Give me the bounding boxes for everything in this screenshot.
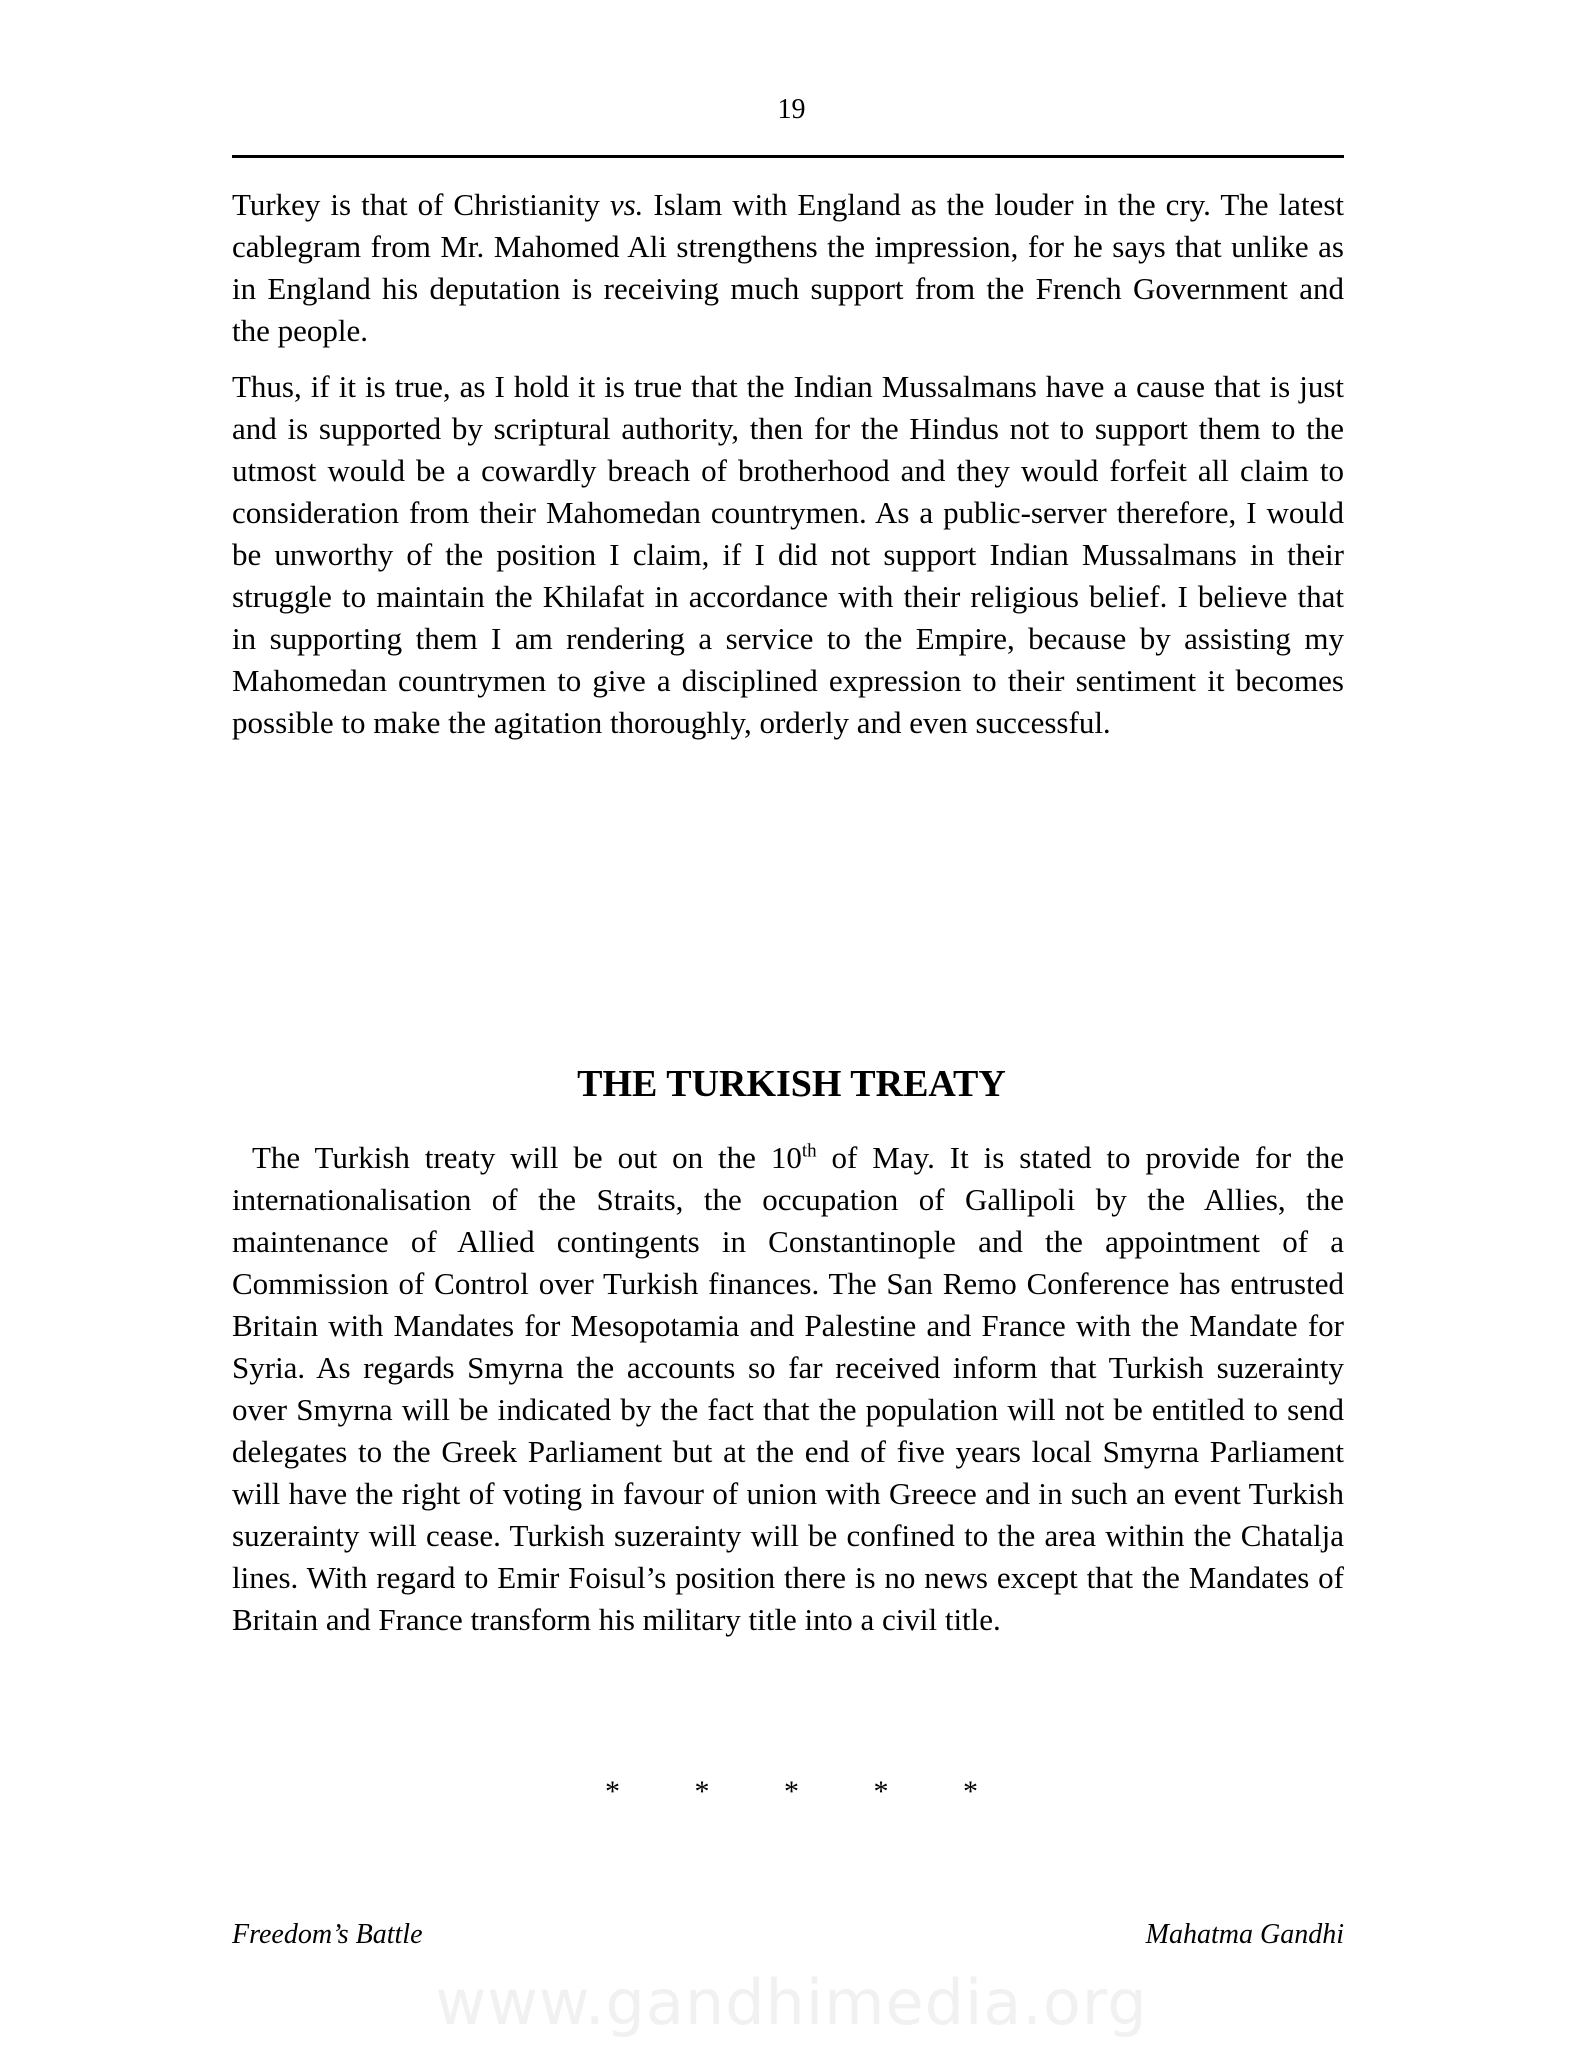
article-continuation [232,184,1344,758]
section-divider [0,1772,1583,1812]
divider-star: * [784,1775,799,1808]
section-title: THE TURKISH TREATY [577,1062,1006,1105]
book-title: Freedom’s Battle [232,1919,423,1950]
author-name: Mahatma Gandhi [1145,1919,1344,1950]
divider-star: * [605,1775,620,1808]
paragraph-treaty [232,1137,1344,1641]
header-rule [232,155,1344,158]
divider-star: * [694,1775,710,1808]
turkish-treaty-article [232,1137,1344,1655]
paragraph-turkey-end: Islam with England as the louder in the cry. The latest cablegram from Mr. Mahomed Ali strengthens the impression, for he says that unlike as in England his deputation is receiving much support from the French Government and the people. [232,187,1344,348]
page-number: 19 [777,94,806,125]
paragraph-turkey-start: Turkey is that of Christianity [232,187,610,222]
divider-star: * [873,1775,889,1808]
date-ordinal: th [801,1140,817,1162]
page-footer [232,1917,1344,1953]
paragraph-mussalmans: Thus, if it is true, as I hold it is true that the Indian Mussalmans have a cause that is just and is supported by scriptural authority, then for the Hindus not to support them to the utmost would be a cowardly breach of brotherhood and they would forfeit all claim to consideration from their Mahomedan countrymen. As a public-server therefore, I would be unworthy of the position I claim, if I did not support Indian Mussalmans in their struggle to maintain the Khilafat in accordance with their religious belief. I believe that in supporting them I am rendering a service to the Empire, because by assisting my Mahomedan countrymen to give a disciplined expression to their sentiment it becomes possible to make the agitation thoroughly, orderly and even successful. [232,369,1344,740]
watermark: www.gandhimedia.org [435,1966,1148,2039]
paragraph-turkey [232,184,1344,352]
divider-star: * [963,1775,978,1808]
paragraph-treaty-start: The Turkish treaty will be out on the 10 [252,1140,802,1175]
versus-emphasis: vs. [609,187,644,222]
paragraph-treaty-end: of May. It is stated to provide for the internationalisation of the Straits, the occupation of Gallipoli by the Allies, the maintenance of Allied contingents in Constantinople and the appointment of a Commission of Control over Turkish finances. The San Remo Conference has entrusted Britain with Mandates for Mesopotamia and Palestine and France with the Mandate for Syria. As regards Smyrna the accounts so far received inform that Turkish suzerainty over Smyrna will be indicated by the fact that the population will not be entitled to send delegates to the Greek Parliament but at the end of five years local Smyrna Parliament will have the right of voting in favour of union with Greece and in such an event Turkish suzerainty will cease. Turkish suzerainty will be confined to the area within the Chatalja lines. With regard to Emir Foisul’s position there is no news except that the Mandates of Britain and France transform his military title into a civil title. [232,1140,1344,1637]
